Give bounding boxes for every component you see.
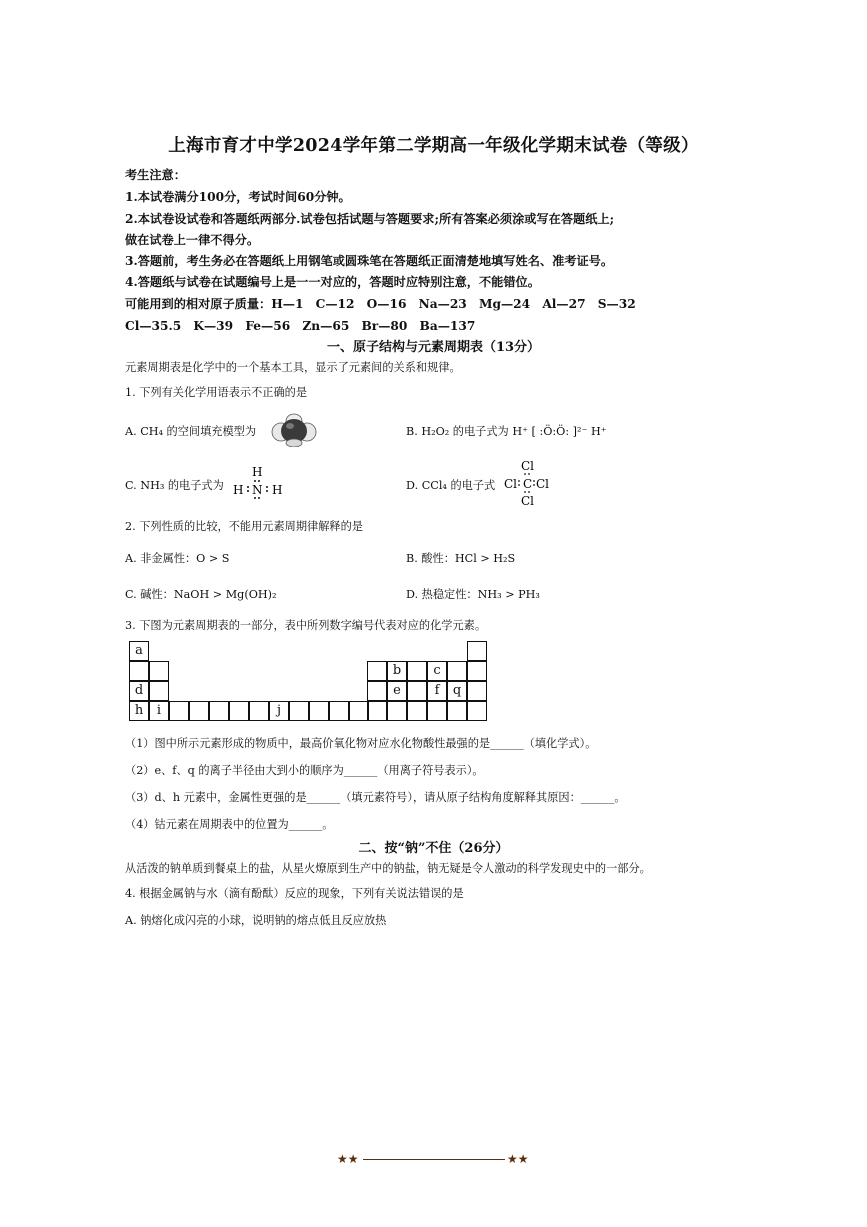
pt-cell-e: e — [387, 681, 407, 701]
q3-sub4: （4）钴元素在周期表中的位置为______。 — [125, 818, 334, 831]
atomic-masses-line2: Cl—35.5 K—39 Fe—56 Zn—65 Br—80 Ba—137 — [125, 319, 476, 333]
section2-intro: 从活泼的钠单质到餐桌上的盐，从星火燎原到生产中的钠盐，钠无疑是令人激动的科学发现史中的一部分。 — [125, 862, 651, 875]
pt-cell-r4-15 — [407, 701, 427, 721]
q1-b-prefix: B. — [406, 425, 418, 438]
pt-cell-r2-13 — [367, 661, 387, 681]
svg-text:N: N — [252, 483, 263, 497]
q3-sub3: （3）d、h 元素中，金属性更强的是______（填元素符号），请从原子结构角度解释其原因：______。 — [125, 791, 626, 804]
pt-cell-r3-13 — [367, 681, 387, 701]
pt-cell-r4-12 — [349, 701, 369, 721]
svg-text:H: H — [272, 483, 283, 497]
atomic-masses-line1: 可能用到的相对原子质量：H—1 C—12 O—16 Na—23 Mg—24 Al—27 S—32 — [125, 297, 636, 311]
pt-cell-i: i — [149, 701, 169, 721]
pt-cell-r2-18 — [467, 661, 487, 681]
pt-cell-r2-15 — [407, 661, 427, 681]
pt-cell-he — [467, 641, 487, 661]
q3-sub1: （1）图中所示元素形成的物质中，最高价氧化物对应水化物酸性最强的是______（填化学式）。 — [125, 737, 597, 750]
footer-rule — [363, 1159, 505, 1160]
notice-item-2-cont: 做在试卷上一律不得分。 — [125, 233, 260, 247]
section1-intro: 元素周期表是化学中的一个基本工具，显示了元素间的关系和规律。 — [125, 361, 461, 374]
q1-option-d[interactable] — [406, 477, 495, 493]
notice-item-3: 3.答题前，考生务必在答题纸上用钢笔或圆珠笔在答题纸正面清楚地填写姓名、准考证号。 — [125, 254, 614, 268]
q1-option-b[interactable] — [406, 423, 607, 439]
pt-cell-r4-6 — [229, 701, 249, 721]
q1-stem: 1. 下列有关化学用语表示不正确的是 — [125, 386, 308, 399]
q1-c-prefix: C. — [125, 479, 137, 492]
footer-left-stars: ★★ — [337, 1152, 359, 1166]
q3-sub2: （2）e、f、q 的离子半径由大到小的顺序为______（用离子符号表示）。 — [125, 764, 484, 777]
pt-cell-r2-1 — [129, 661, 149, 681]
q1-option-c[interactable] — [125, 477, 224, 493]
notice-heading: 考生注意： — [125, 168, 186, 182]
svg-text:C: C — [523, 477, 533, 491]
pt-cell-r4-11 — [329, 701, 349, 721]
q4-option-a[interactable]: A. 钠熔化成闪亮的小球，说明钠的熔点低且反应放热 — [125, 914, 387, 927]
q2-option-b[interactable]: B. 酸性：HCl > H₂S — [406, 552, 516, 565]
ch4-space-filling-model — [268, 413, 320, 447]
pt-cell-d: d — [129, 681, 149, 701]
pt-cell-j: j — [269, 701, 289, 721]
pt-cell-r2-2 — [149, 661, 169, 681]
page-title: 上海市育才中学2024学年第二学期高一年级化学期末试卷（等级） — [168, 136, 699, 156]
svg-text:Cl: Cl — [504, 477, 518, 491]
h2o2-electron-formula: H⁺ [ :Ö:Ö: ]²⁻ H⁺ — [512, 425, 607, 438]
q1-a-text: CH₄ 的空间填充模型为 — [140, 425, 257, 438]
pt-cell-r4-4 — [189, 701, 209, 721]
notice-item-4: 4.答题纸与试卷在试题编号上是一一对应的，答题时应特别注意，不能错位。 — [125, 275, 540, 289]
footer-right-stars: ★★ — [507, 1152, 529, 1166]
pt-cell-r4-17 — [447, 701, 467, 721]
q1-b-text: H₂O₂ 的电子式为 — [421, 425, 509, 438]
pt-cell-r4-13 — [367, 701, 387, 721]
q1-a-prefix: A. — [125, 425, 137, 438]
ccl4-electron-formula — [503, 458, 555, 508]
svg-text:Cl: Cl — [536, 477, 550, 491]
q4-stem: 4. 根据金属钠与水（滴有酚酞）反应的现象，下列有关说法错误的是 — [125, 887, 464, 900]
pt-cell-q: q — [447, 681, 467, 701]
svg-text:H: H — [233, 483, 244, 497]
pt-cell-r2-17 — [447, 661, 467, 681]
section1-heading: 一、原子结构与元素周期表（13分） — [326, 340, 541, 355]
q1-d-prefix: D. — [406, 479, 419, 492]
svg-text:Cl: Cl — [521, 459, 535, 473]
svg-text:H: H — [252, 465, 263, 479]
pt-cell-r3-18 — [467, 681, 487, 701]
pt-cell-r4-16 — [427, 701, 447, 721]
pt-cell-r4-18 — [467, 701, 487, 721]
pt-cell-r4-3 — [169, 701, 189, 721]
pt-cell-r4-10 — [309, 701, 329, 721]
q3-stem: 3. 下图为元素周期表的一部分，表中所列数字编号代表对应的化学元素。 — [125, 619, 487, 632]
q2-option-c[interactable]: C. 碱性：NaOH > Mg(OH)₂ — [125, 588, 277, 601]
pt-cell-r4-14 — [387, 701, 407, 721]
pt-cell-f: f — [427, 681, 447, 701]
pt-cell-r4-7 — [249, 701, 269, 721]
q1-option-a[interactable] — [125, 423, 256, 439]
q1-c-text: NH₃ 的电子式为 — [140, 479, 224, 492]
q2-option-a[interactable]: A. 非金属性：O > S — [125, 552, 230, 565]
pt-cell-h: h — [129, 701, 149, 721]
pt-cell-r4-5 — [209, 701, 229, 721]
notice-item-2: 2.本试卷设试卷和答题纸两部分.试卷包括试题与答题要求;所有答案必须涂或写在答题纸上; — [125, 212, 615, 226]
q1-d-text: CCl₄ 的电子式 — [421, 479, 496, 492]
pt-cell-a: a — [129, 641, 149, 661]
pt-cell-r3-15 — [407, 681, 427, 701]
q2-option-d[interactable]: D. 热稳定性：NH₃ > PH₃ — [406, 588, 540, 601]
pt-cell-b: b — [387, 661, 407, 681]
nh3-electron-formula — [230, 462, 288, 500]
section2-heading: 二、按“钠”不住（26分） — [358, 841, 509, 856]
svg-text:Cl: Cl — [521, 494, 535, 508]
footer-ornament — [337, 1152, 533, 1168]
pt-cell-r4-9 — [289, 701, 309, 721]
notice-item-1: 1.本试卷满分100分，考试时间60分钟。 — [125, 190, 351, 204]
pt-cell-r3-2 — [149, 681, 169, 701]
q2-stem: 2. 下列性质的比较，不能用元素周期律解释的是 — [125, 520, 363, 533]
pt-cell-c: c — [427, 661, 447, 681]
periodic-table-fragment — [129, 641, 487, 722]
